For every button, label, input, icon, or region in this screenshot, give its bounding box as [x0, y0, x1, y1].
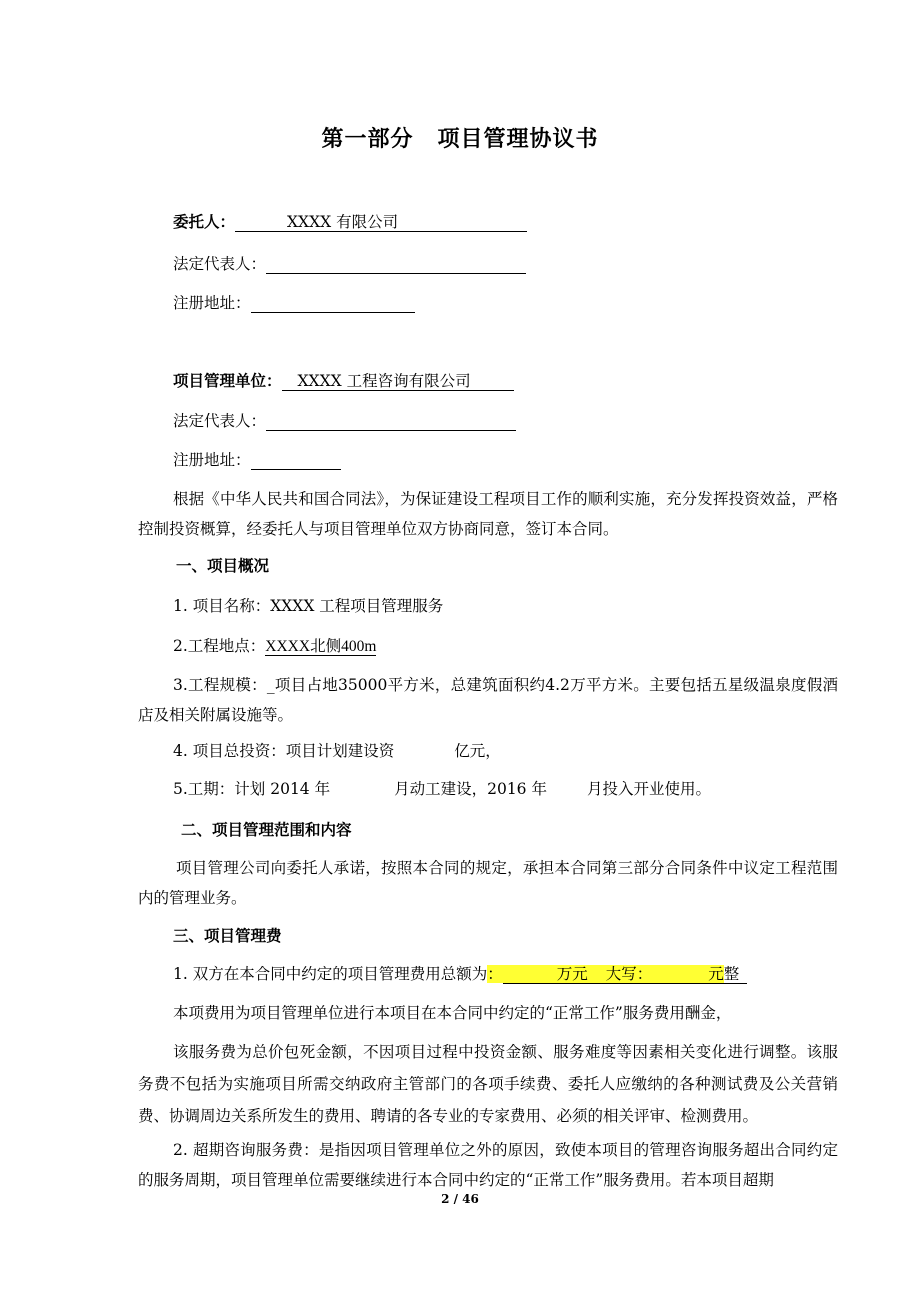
- section1-item4: [173, 741, 501, 761]
- location-label: 2.工程地点：: [173, 637, 266, 655]
- fee-field: [487, 965, 724, 983]
- section1-item3: 3.工程规模：_项目占地35000平方米，总建筑面积约4.2万平方米。主要包括五星级温泉度假酒店及相关附属设施等。: [138, 676, 838, 724]
- manager-label: 项目管理单位：: [173, 371, 282, 390]
- manager-rep-label: 法定代表人：: [173, 412, 267, 430]
- section2-heading: 二、项目管理范围和内容: [181, 820, 352, 839]
- client-label: 委托人：: [173, 212, 236, 231]
- client-rep-line: [173, 254, 526, 274]
- intro-paragraph: 根据《中华人民共和国合同法》，为保证建设工程项目工作的顺利实施，充分发挥投资效益，严格控制投资概算，经委托人与项目管理单位双方协商同意，签订本合同。: [138, 490, 838, 538]
- fee-daxie: 大写：: [605, 965, 653, 983]
- section3-p3: 2. 超期咨询服务费：是指因项目管理单位之外的原因，致使本项目的管理咨询服务超出合同约定的服务周期，项目管理单位需要继续进行本合同中约定的“正常工作”服务费用。若本项目超期: [138, 1141, 838, 1189]
- section3-p2: 该服务费为总价包死金额，不因项目过程中投资金额、服务难度等因素相关变化进行调整。该服务费不包括为实施项目所需交纳政府主管部门的各项手续费、委托人应缴纳的各种测试费及公关营销费、协调周边关系所发生的费用、聘请的各专业的专家费用、必须的相关评审、检测费用。: [138, 1043, 838, 1125]
- investment-label: 4. 项目总投资：项目计划建设资: [173, 742, 395, 760]
- manager-rep-line: [173, 411, 516, 431]
- fee-zheng: 整: [724, 965, 748, 984]
- section3-heading: 三、项目管理费: [173, 926, 282, 945]
- client-field: [235, 213, 527, 232]
- client-addr-line: [173, 293, 415, 313]
- section1-item5: [173, 779, 711, 799]
- section1-item2: [173, 636, 376, 657]
- title-name: 项目管理协议书: [437, 126, 599, 152]
- manager-addr-field: [251, 451, 341, 470]
- title-part: 第一部分: [321, 126, 414, 152]
- client-addr-label: 注册地址：: [173, 294, 251, 312]
- fee-colon: ：: [487, 965, 503, 983]
- section3-p1: 本项费用为项目管理单位进行本项目在本合同中约定的“正常工作”服务费用酬金，: [173, 1004, 732, 1022]
- section1-item1: 1. 项目名称：XXXX 工程项目管理服务: [173, 597, 444, 615]
- manager-field: [282, 372, 514, 391]
- schedule-mid: 月动工建设，2016 年: [394, 780, 547, 798]
- manager-value: XXXX 工程咨询有限公司: [297, 372, 471, 390]
- manager-rep-field: [266, 412, 516, 431]
- schedule-end: 月投入开业使用。: [586, 780, 711, 798]
- client-rep-label: 法定代表人：: [173, 255, 267, 273]
- page-title: [0, 122, 920, 153]
- section2-text: 项目管理公司向委托人承诺，按照本合同的规定，承担本合同第三部分合同条件中议定工程范围内的管理业务。: [138, 859, 838, 907]
- client-rep-field: [266, 255, 526, 274]
- schedule-start: 5.工期：计划 2014 年: [173, 780, 331, 798]
- client-addr-field: [251, 294, 415, 313]
- fee-wan: 万元: [556, 965, 588, 983]
- client-value: XXXX 有限公司: [287, 213, 399, 231]
- page-number: 2 / 46: [441, 1192, 479, 1206]
- fee-yuan: 元: [708, 965, 724, 983]
- client-line: [173, 212, 527, 232]
- investment-unit: 亿元，: [454, 742, 501, 760]
- section3-item1: [173, 964, 747, 984]
- manager-line: [173, 371, 514, 391]
- fee-label: 1. 双方在本合同中约定的项目管理费用总额为: [173, 965, 488, 983]
- section1-heading: 一、项目概况: [176, 556, 270, 575]
- manager-addr-label: 注册地址：: [173, 451, 251, 469]
- manager-addr-line: [173, 450, 341, 470]
- location-value: XXXX北侧400m: [265, 638, 377, 655]
